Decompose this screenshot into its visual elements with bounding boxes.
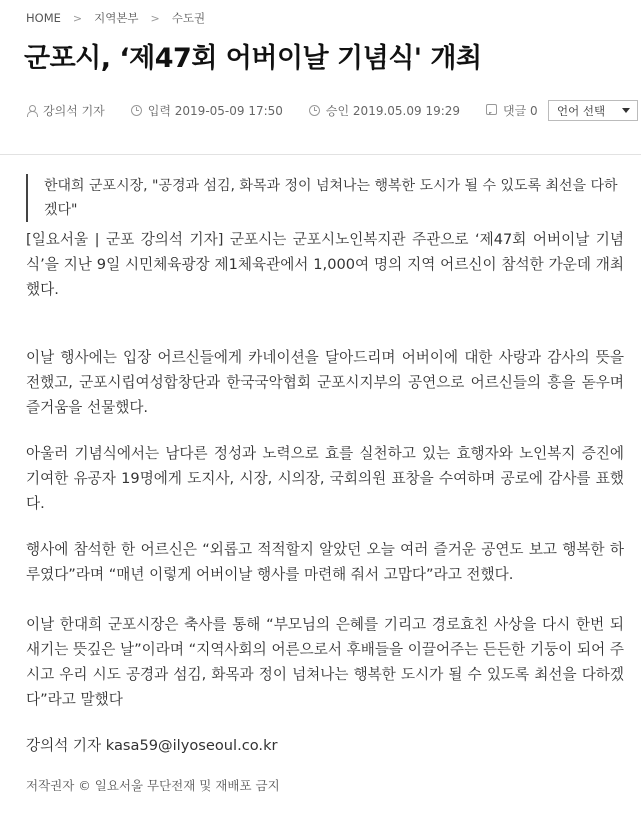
- article-paragraph: 행사에 참석한 한 어르신은 “외롭고 적적할지 알았던 오늘 여러 즐거운 공연도 보고 행복한 하루였다”라며 “매년 이렇게 어버이날 행사를 마련해 줘서 고맙다”라고 전했다.: [26, 541, 624, 583]
- breadcrumb-home[interactable]: HOME: [26, 11, 61, 25]
- article-subtitle-quote: 한대희 군포시장, "공경과 섬김, 화목과 정이 넘쳐나는 행복한 도시가 될 수 있도록 최선을 다하겠다": [26, 174, 626, 222]
- article-paragraph: 이날 행사에는 입장 어르신들에게 카네이션을 달아드리며 어버이에 대한 사랑과 감사의 뜻을 전했고, 군포시립여성합창단과 한국국악협회 군포시지부의 공연으로 어르신들의 흥을 돋우며 즐거움을 선물했다.: [26, 349, 624, 416]
- language-select[interactable]: [548, 100, 638, 121]
- language-select-label: 언어 선택: [557, 103, 606, 118]
- published-info: [131, 102, 283, 119]
- chevron-right-icon: >: [150, 11, 160, 25]
- article-paragraph: [일요서울 | 군포 강의석 기자] 군포시는 군포시노인복지관 주관으로 ‘제47회 어버이날 기념식’을 지난 9일 시민체육광장 제1체육관에서 1,000여 명의 지역 어르신이 참석한 가운데 개최했다.: [26, 231, 624, 298]
- clock-icon: [309, 105, 320, 116]
- header-divider: [0, 154, 641, 155]
- article-paragraph: 이날 한대희 군포시장은 축사를 통해 “부모님의 은혜를 기리고 경로효친 사상을 다시 한번 되새기는 뜻깊은 날”이라며 “지역사회의 어른으로서 후배들을 이끌어주는 든든한 기둥이 되어 주시고 우리 시도 공경과 섬김, 화목과 정이 넘쳐나는 행복한 도시가 될 수 있도록 최선을 다하겠다”라고 말했다: [26, 616, 624, 708]
- comment-link[interactable]: [486, 102, 538, 119]
- article-paragraph: 아울러 기념식에서는 남다른 정성과 노력으로 효를 실천하고 있는 효행자와 노인복지 증진에 기여한 유공자 19명에게 도지사, 시장, 시의장, 국회의원 표창을 수여하며 공로에 감사를 표했다.: [26, 445, 624, 512]
- author-name: 강의석 기자: [43, 103, 105, 118]
- author-info: [26, 102, 105, 119]
- approved-info: [309, 102, 460, 119]
- breadcrumb: [26, 9, 205, 27]
- breadcrumb-level2[interactable]: 수도권: [171, 11, 206, 25]
- approved-date: 승인 2019.05.09 19:29: [325, 103, 461, 118]
- copyright-notice: 저작권자 © 일요서울 무단전재 및 재배포 금지: [26, 778, 280, 793]
- comment-count: 댓글 0: [503, 103, 538, 118]
- breadcrumb-level1[interactable]: 지역본부: [94, 11, 139, 25]
- published-date: 입력 2019-05-09 17:50: [147, 103, 283, 118]
- chevron-right-icon: >: [72, 11, 83, 25]
- person-icon: [26, 105, 37, 116]
- clock-icon: [131, 105, 142, 116]
- comment-icon: [486, 104, 497, 115]
- article-title: 군포시, ‘제47회 어버이날 기념식' 개최: [24, 43, 482, 74]
- caret-down-icon: [622, 108, 630, 113]
- reporter-byline: 강의석 기자 kasa59@ilyoseoul.co.kr: [26, 737, 278, 754]
